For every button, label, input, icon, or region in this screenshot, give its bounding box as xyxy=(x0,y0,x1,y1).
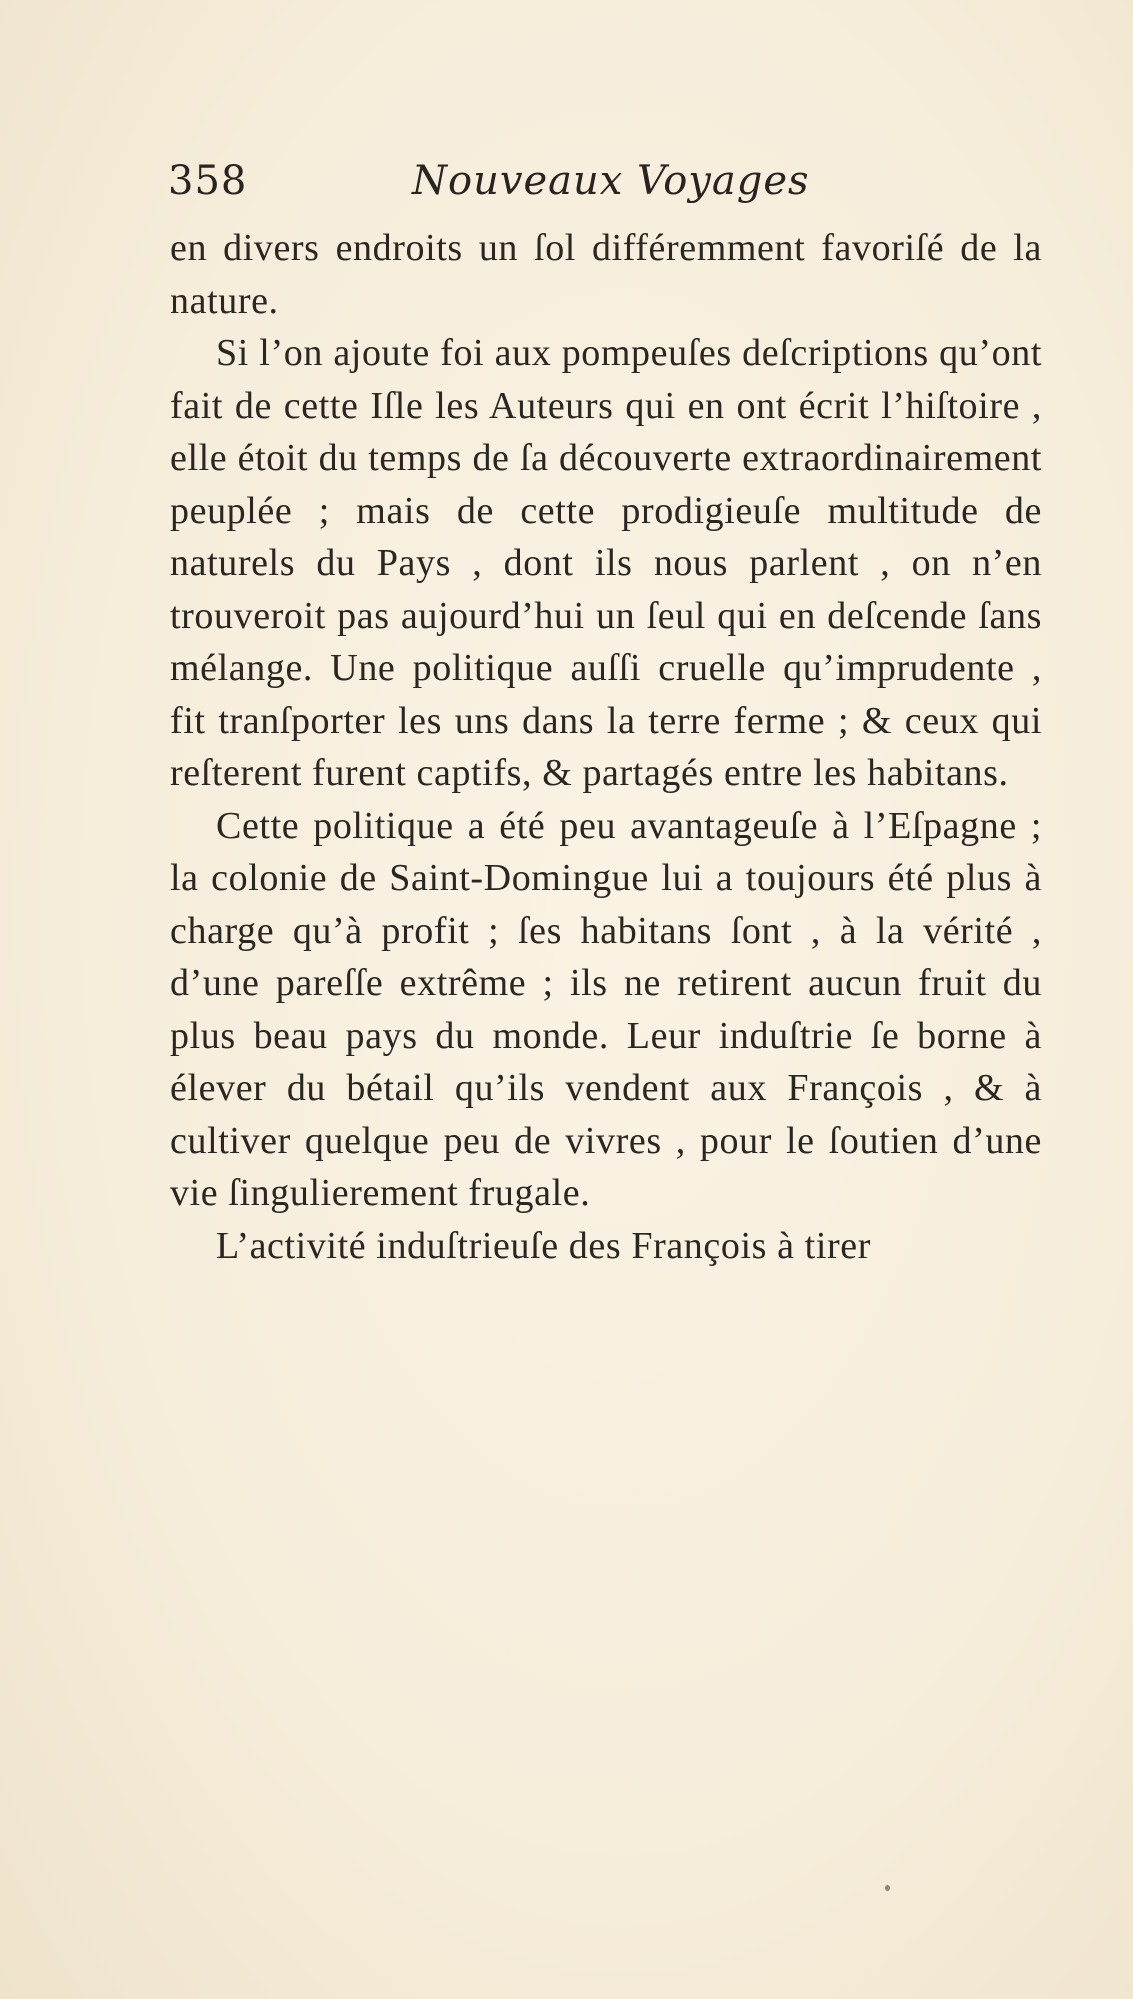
page-header xyxy=(168,158,1068,228)
running-title: Nouveaux Voyages xyxy=(412,158,810,204)
ink-speck xyxy=(885,1885,890,1891)
paragraph: L’activité induſtrieuſe des François à tirer xyxy=(216,1224,871,1267)
page-number: 358 xyxy=(168,158,248,204)
body-text xyxy=(170,222,1042,1272)
paragraph-continuation: en divers endroits un ſol différemment favoriſé de la nature. xyxy=(170,227,1042,322)
paragraph: Si l’on ajoute foi aux pompeuſes deſcriptions qu’ont fait de cette Iſle les Auteurs qui en ont écrit l’hiſtoire , elle étoit du temps de ſa découverte extraordinairement peuplée ; mais de cette prodigieuſe multitude de naturels du Pays , dont ils nous parlent , on n’en trouveroit pas aujourd’hui un ſeul qui en deſcende ſans mélange. Une politique auſſi cruelle qu’imprudente , fit tranſporter les uns dans la terre ferme ; & ceux qui reſterent furent captifs, & partagés entre les habitans. xyxy=(170,332,1042,794)
paragraph: Cette politique a été peu avantageuſe à l’Eſpagne ; la colonie de Saint-Domingue lui a toujours été plus à charge qu’à profit ; ſes habitans ſont , à la vérité , d’une pareſſe extrême ; ils ne retirent aucun fruit du plus beau pays du monde. Leur induſtrie ſe borne à élever du bétail qu’ils vendent aux François , & à cultiver quelque peu de vivres , pour le ſoutien d’une vie ſingulierement frugale. xyxy=(170,804,1042,1214)
